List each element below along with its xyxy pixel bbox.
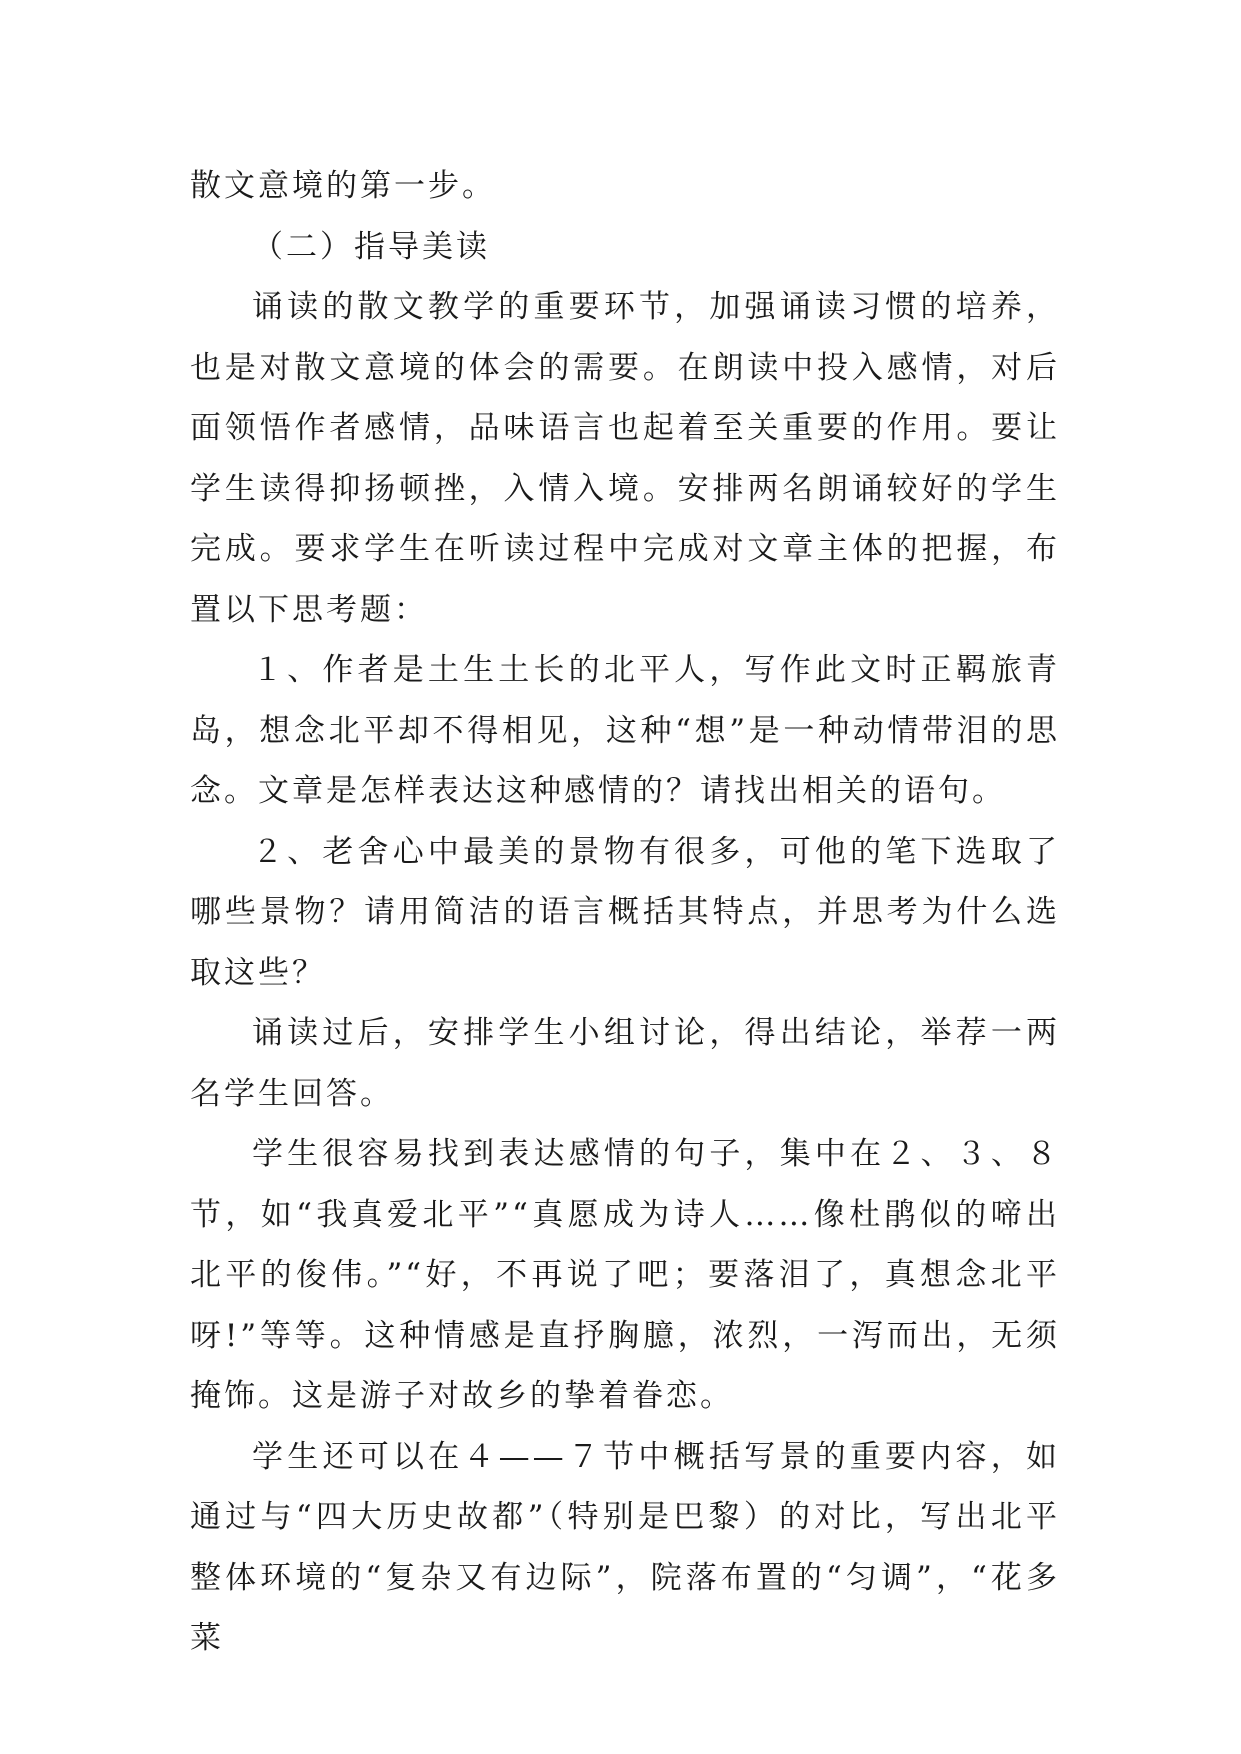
paragraph-discussion: 诵读过后，安排学生小组讨论，得出结论，举荐一两名学生回答。 — [190, 1015, 1060, 1112]
paragraph-intro: 诵读的散文教学的重要环节，加强诵读习惯的培养，也是对散文意境的体会的需要。在朗读中投入感情，对后面领悟作者感情，品味语言也起着至关重要的作用。要让学生读得抑扬顿挫，入情入境。安排两名朗诵较好的学生完成。要求学生在听读过程中完成对文章主体的把握，布置以下思考题： — [190, 289, 1060, 628]
paragraph-continuation: 散文意境的第一步。 — [190, 168, 496, 204]
document-body — [190, 156, 1060, 1669]
question-item-2: ２、老舍心中最美的景物有很多，可他的笔下选取了哪些景物？请用简洁的语言概括其特点，并思考为什么选取这些？ — [190, 833, 1060, 991]
paragraph-emotion: 学生很容易找到表达感情的句子，集中在２、３、８节，如“我真爱北平”“真愿成为诗人……像杜鹃似的啼出北平的俊伟。”“好，不再说了吧；要落泪了，真想念北平呀!”等等。这种情感是直抒胸臆，浓烈，一泻而出，无须掩饰。这是游子对故乡的挚着眷恋。 — [190, 1136, 1060, 1414]
paragraph-scenery: 学生还可以在４——７节中概括写景的重要内容，如通过与“四大历史故都”（特别是巴黎）的对比，写出北平整体环境的“复杂又有边际”，院落布置的“匀调”，“花多菜 — [190, 1438, 1060, 1656]
section-heading: （二）指导美读 — [252, 228, 490, 265]
question-item-1: １、作者是土生土长的北平人，写作此文时正羁旅青岛，想念北平却不得相见，这种“想”是一种动情带泪的思念。文章是怎样表达这种感情的？请找出相关的语句。 — [190, 652, 1060, 809]
